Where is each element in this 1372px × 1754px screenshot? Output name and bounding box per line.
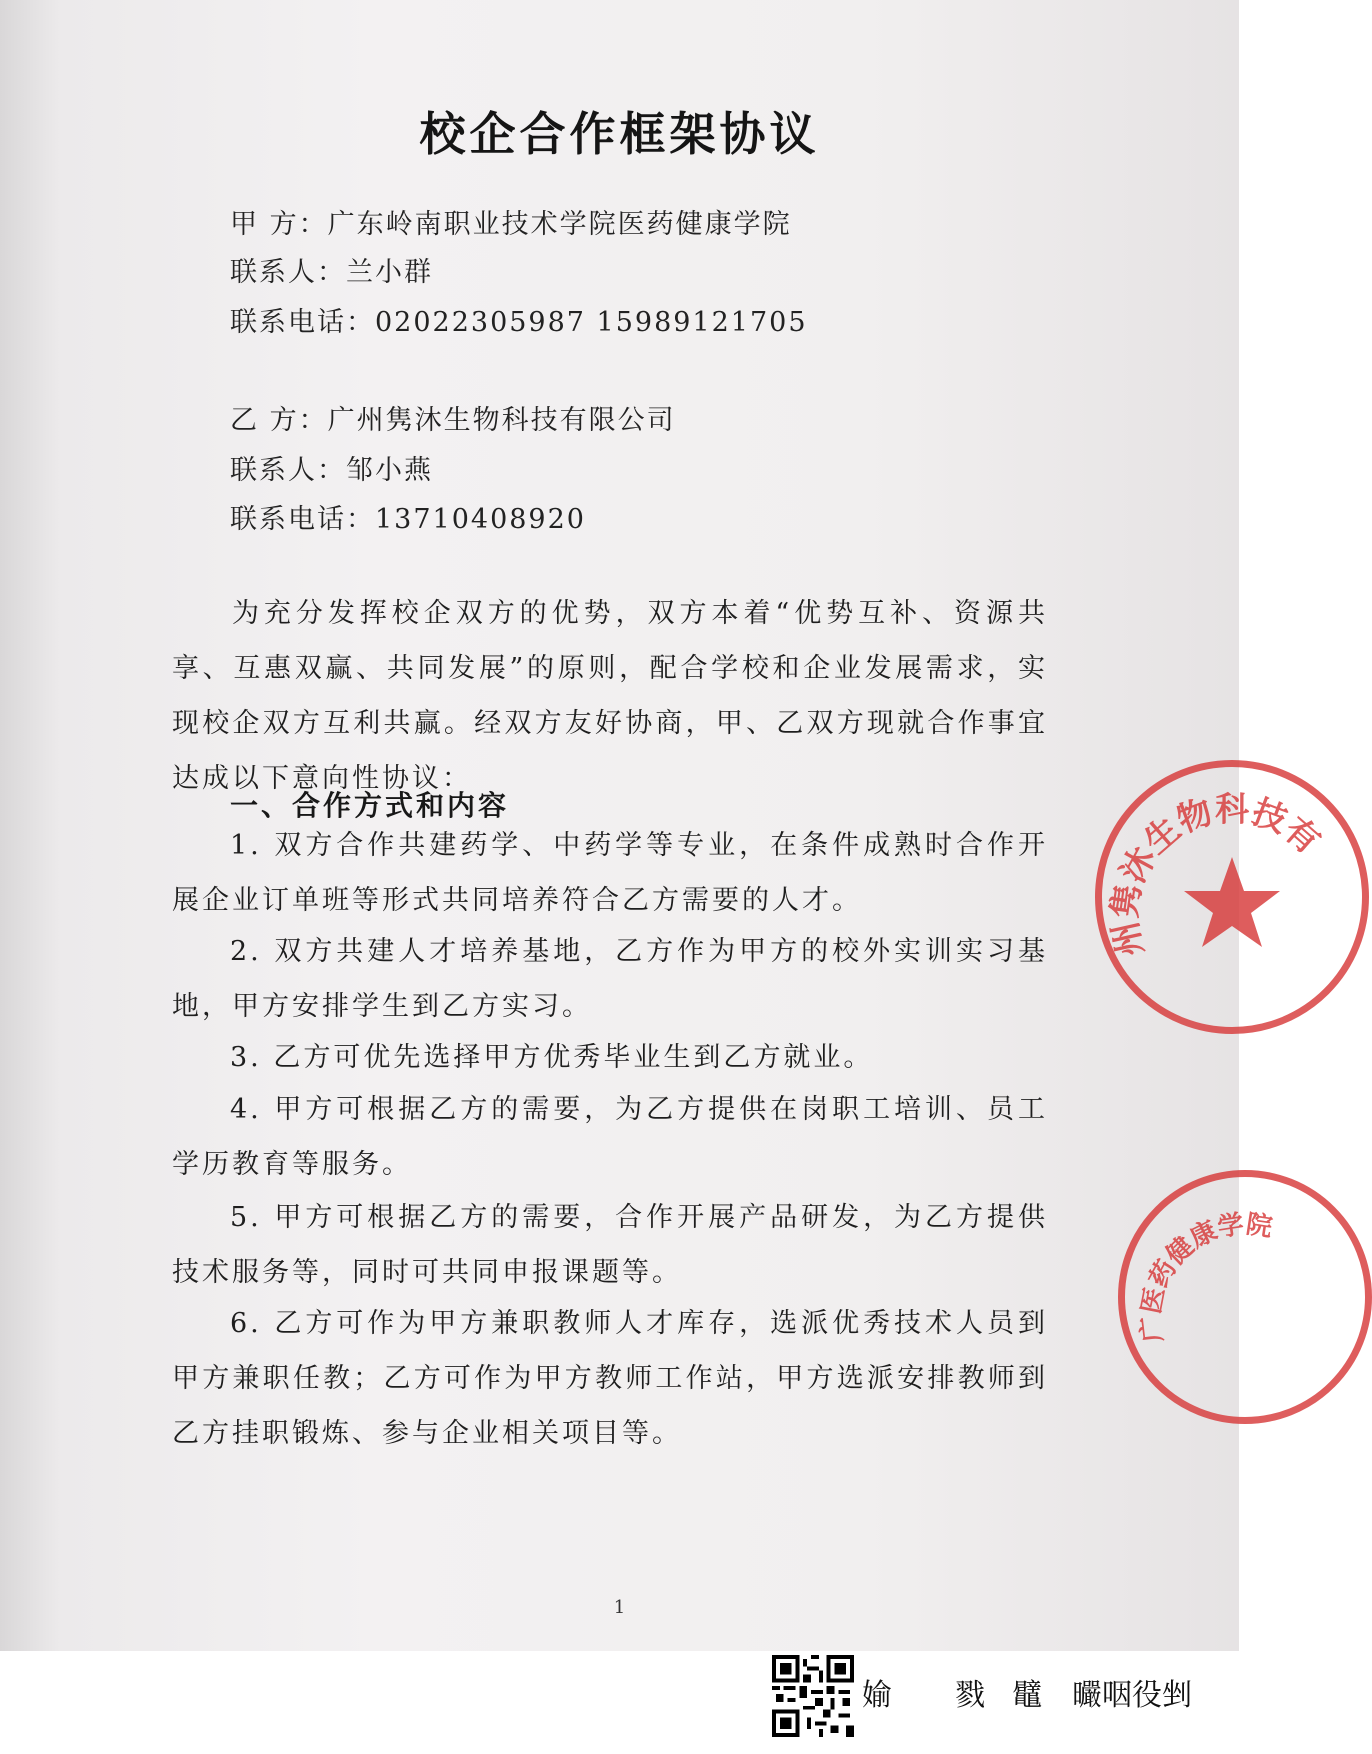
party-b-contact-label: 联系人：: [230, 455, 346, 486]
svg-text:广医药健康学院: [1136, 1210, 1274, 1344]
party-b-phone-line: [230, 497, 586, 536]
party-a-contact-label: 联系人：: [230, 257, 346, 288]
company-seal: [1095, 760, 1369, 1034]
seal-star-icon: [1184, 857, 1280, 947]
party-b-phone-label: 联系电话：: [230, 504, 375, 535]
item-3: [172, 1030, 1048, 1085]
party-b-name: 广州隽沐生物科技有限公司: [327, 405, 676, 436]
item-4-text: 4. 甲方可根据乙方的需要，为乙方提供在岗职工培训、员工学历教育等服务。: [172, 1094, 1048, 1180]
company-seal-graphic: [1102, 767, 1362, 1027]
footer-text-3: 鼊: [1012, 1678, 1042, 1713]
section1-heading: 一、合作方式和内容: [230, 789, 510, 822]
item-6-text: 6. 乙方可作为甲方兼职教师人才库存，选派优秀技术人员到甲方兼职任教；乙方可作为甲方教师工作站，甲方选派安排教师到乙方挂职锻炼、参与企业相关项目等。: [172, 1308, 1048, 1449]
party-a-phone: 02022305987 15989121705: [375, 307, 808, 338]
footer-text-2: 戮: [955, 1678, 985, 1713]
item-5-text: 5. 甲方可根据乙方的需要，合作开展产品研发，为乙方提供技术服务等，同时可共同申报课题等。: [172, 1202, 1048, 1288]
party-a-phone-line: [230, 300, 808, 339]
item-2-text: 2. 双方共建人才培养基地，乙方作为甲方的校外实训实习基地，甲方安排学生到乙方实习。: [172, 936, 1048, 1022]
school-seal-graphic: [1125, 1177, 1365, 1417]
party-b-label: 乙 方：: [230, 405, 328, 436]
item-3-text: 3. 乙方可优先选择甲方优秀毕业生到乙方就业。: [230, 1042, 874, 1073]
party-b-contact: 邹小燕: [346, 455, 433, 486]
company-seal-text: 州隽沐生物科技有: [1104, 789, 1328, 960]
party-a-label: 甲 方：: [230, 209, 328, 240]
item-1: [172, 818, 1048, 928]
item-4: [172, 1082, 1048, 1192]
party-b-contact-line: [230, 448, 433, 487]
school-seal: [1118, 1170, 1372, 1424]
intro-paragraph: [172, 586, 1048, 806]
party-a-contact-line: [230, 250, 433, 289]
item-2: [172, 924, 1048, 1034]
party-a-contact: 兰小群: [346, 257, 433, 288]
footer-text-4: 曮咽役剉: [1072, 1678, 1192, 1713]
item-1-text: 1. 双方合作共建药学、中药学等专业，在条件成熟时合作开展企业订单班等形式共同培养符合乙方需要的人才。: [172, 830, 1048, 916]
page-number: 1: [613, 1597, 626, 1618]
party-b-line: [230, 398, 676, 437]
item-6: [172, 1296, 1048, 1461]
qr-code-icon: [772, 1655, 854, 1737]
footer-text-1: 媮: [862, 1678, 892, 1713]
party-b-phone: 13710408920: [375, 504, 586, 535]
school-seal-text: 广医药健康学院: [1136, 1209, 1275, 1344]
party-a-line: [230, 202, 792, 241]
party-a-phone-label: 联系电话：: [230, 307, 375, 338]
party-a-name: 广东岭南职业技术学院医药健康学院: [327, 209, 792, 240]
item-5: [172, 1190, 1048, 1300]
intro-text: 为充分发挥校企双方的优势，双方本着“优势互补、资源共享、互惠双赢、共同发展”的原则，配合学校和企业发展需求，实现校企双方互利共赢。经双方友好协商，甲、乙双方现就合作事宜达成以下意向性协议：: [172, 598, 1048, 794]
document-title: 校企合作框架协议: [419, 107, 820, 161]
